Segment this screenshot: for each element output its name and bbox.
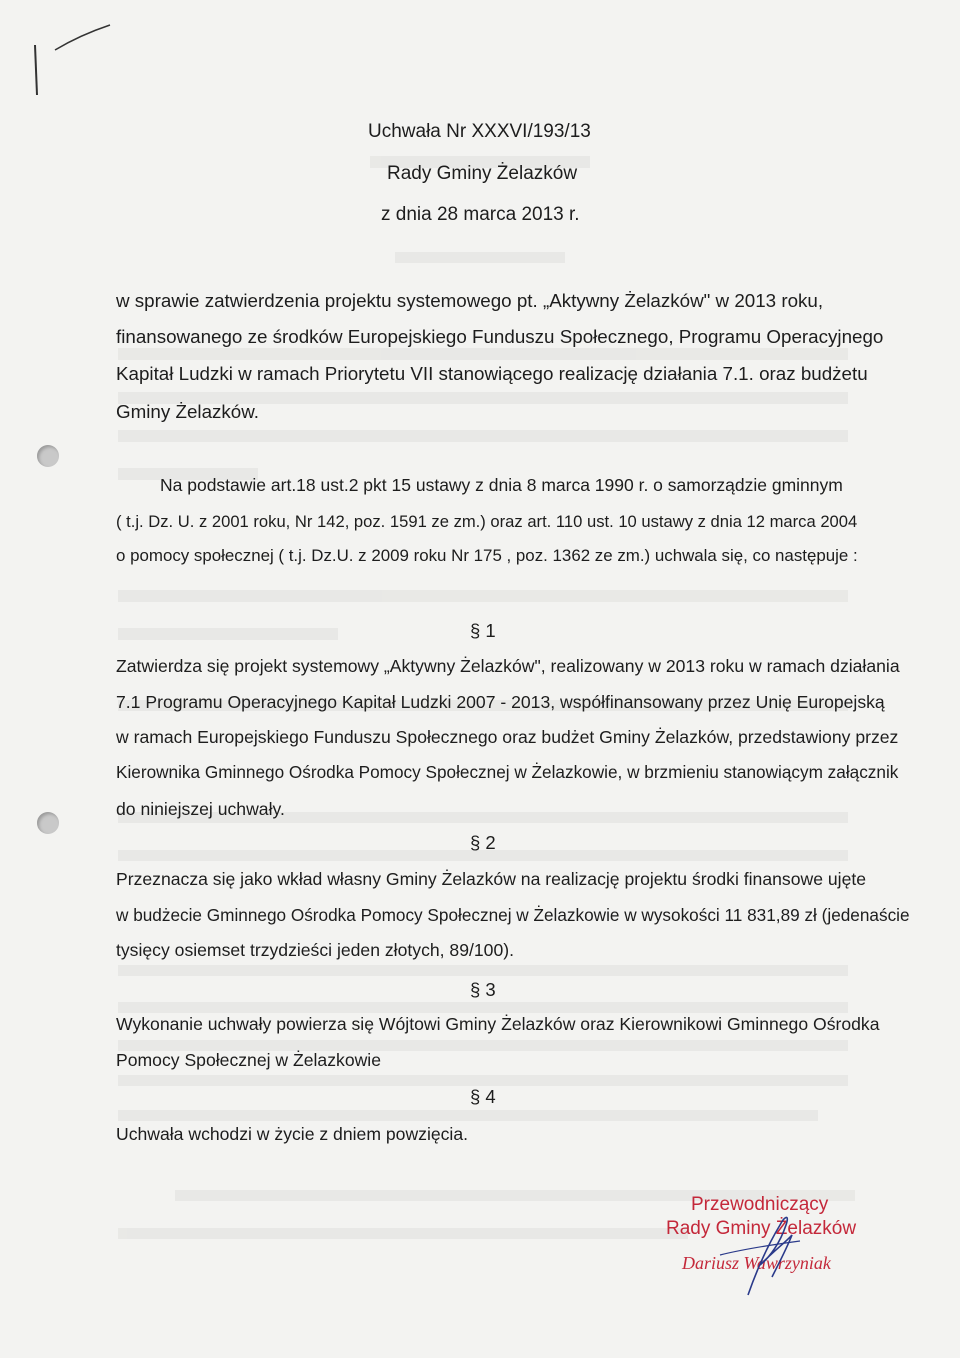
subject-line: finansowanego ze środków Europejskiego Funduszu Społecznego, Programu Operacyjnego <box>116 326 884 347</box>
section-line: do niniejszej uchwały. <box>116 799 285 819</box>
section-line: Wykonanie uchwały powierza się Wójtowi Gminy Żelazków oraz Kierownikowi Gminnego Ośrodka <box>116 1014 880 1034</box>
section-line: Kierownika Gminnego Ośrodka Pomocy Społecznej w Żelazkowie, w brzmieniu stanowiącym załącznik <box>116 762 899 782</box>
section-line: tysięcy osiemset trzydzieści jeden złotych, 89/100). <box>116 940 514 960</box>
section-line: Przeznacza się jako wkład własny Gminy Żelazków na realizację projektu środki finansowe ujęte <box>116 869 867 889</box>
stamp-council: Rady Gminy Żelazków <box>666 1218 857 1239</box>
resolution-title: Uchwała Nr XXXVI/193/13 <box>368 121 591 142</box>
stamp-name: Dariusz Wawrzyniak <box>682 1253 831 1273</box>
punch-hole-top <box>37 445 59 467</box>
legal-basis-line: o pomocy społecznej ( t.j. Dz.U. z 2009 roku Nr 175 , poz. 1362 ze zm.) uchwala się, co następuje : <box>116 546 858 565</box>
punch-hole-bottom <box>37 812 59 834</box>
subject-line: w sprawie zatwierdzenia projektu systemowego pt. „Aktywny Żelazków" w 2013 roku, <box>116 290 824 311</box>
resolution-date: z dnia 28 marca 2013 r. <box>381 204 580 225</box>
council-name: Rady Gminy Żelazków <box>387 163 578 184</box>
section-line: Pomocy Społecznej w Żelazkowie <box>116 1050 381 1070</box>
legal-basis-line: Na podstawie art.18 ust.2 pkt 15 ustawy z dnia 8 marca 1990 r. o samorządzie gminnym <box>160 475 843 495</box>
subject-line: Kapitał Ludzki w ramach Priorytetu VII stanowiącego realizację działania 7.1. oraz budżetu <box>116 363 868 384</box>
section-line: w budżecie Gminnego Ośrodka Pomocy Społecznej w Żelazkowie w wysokości 11 831,89 zł (jedenaście <box>116 905 910 925</box>
subject-line: Gminy Żelazków. <box>116 401 259 422</box>
section-line: Zatwierdza się projekt systemowy „Aktywny Żelazków", realizowany w 2013 roku w ramach działania <box>116 656 900 676</box>
stamp-title: Przewodniczący <box>691 1194 829 1215</box>
section-heading: § 2 <box>470 832 496 853</box>
section-line: 7.1 Programu Operacyjnego Kapitał Ludzki 2007 - 2013, współfinansowany przez Unię Europejską <box>116 692 885 712</box>
section-heading: § 1 <box>470 620 496 641</box>
legal-basis-line: ( t.j. Dz. U. z 2001 roku, Nr 142, poz. 1591 ze zm.) oraz art. 110 ust. 10 ustawy z dnia 12 marca 2004 <box>116 512 858 531</box>
section-line: w ramach Europejskiego Funduszu Społecznego oraz budżet Gminy Żelazków, przedstawiony przez <box>116 727 899 747</box>
signature <box>700 1195 820 1305</box>
section-heading: § 4 <box>470 1086 496 1107</box>
pen-mark <box>20 10 120 100</box>
section-heading: § 3 <box>470 979 496 1000</box>
section-line: Uchwała wchodzi w życie z dniem powzięcia. <box>116 1124 469 1144</box>
